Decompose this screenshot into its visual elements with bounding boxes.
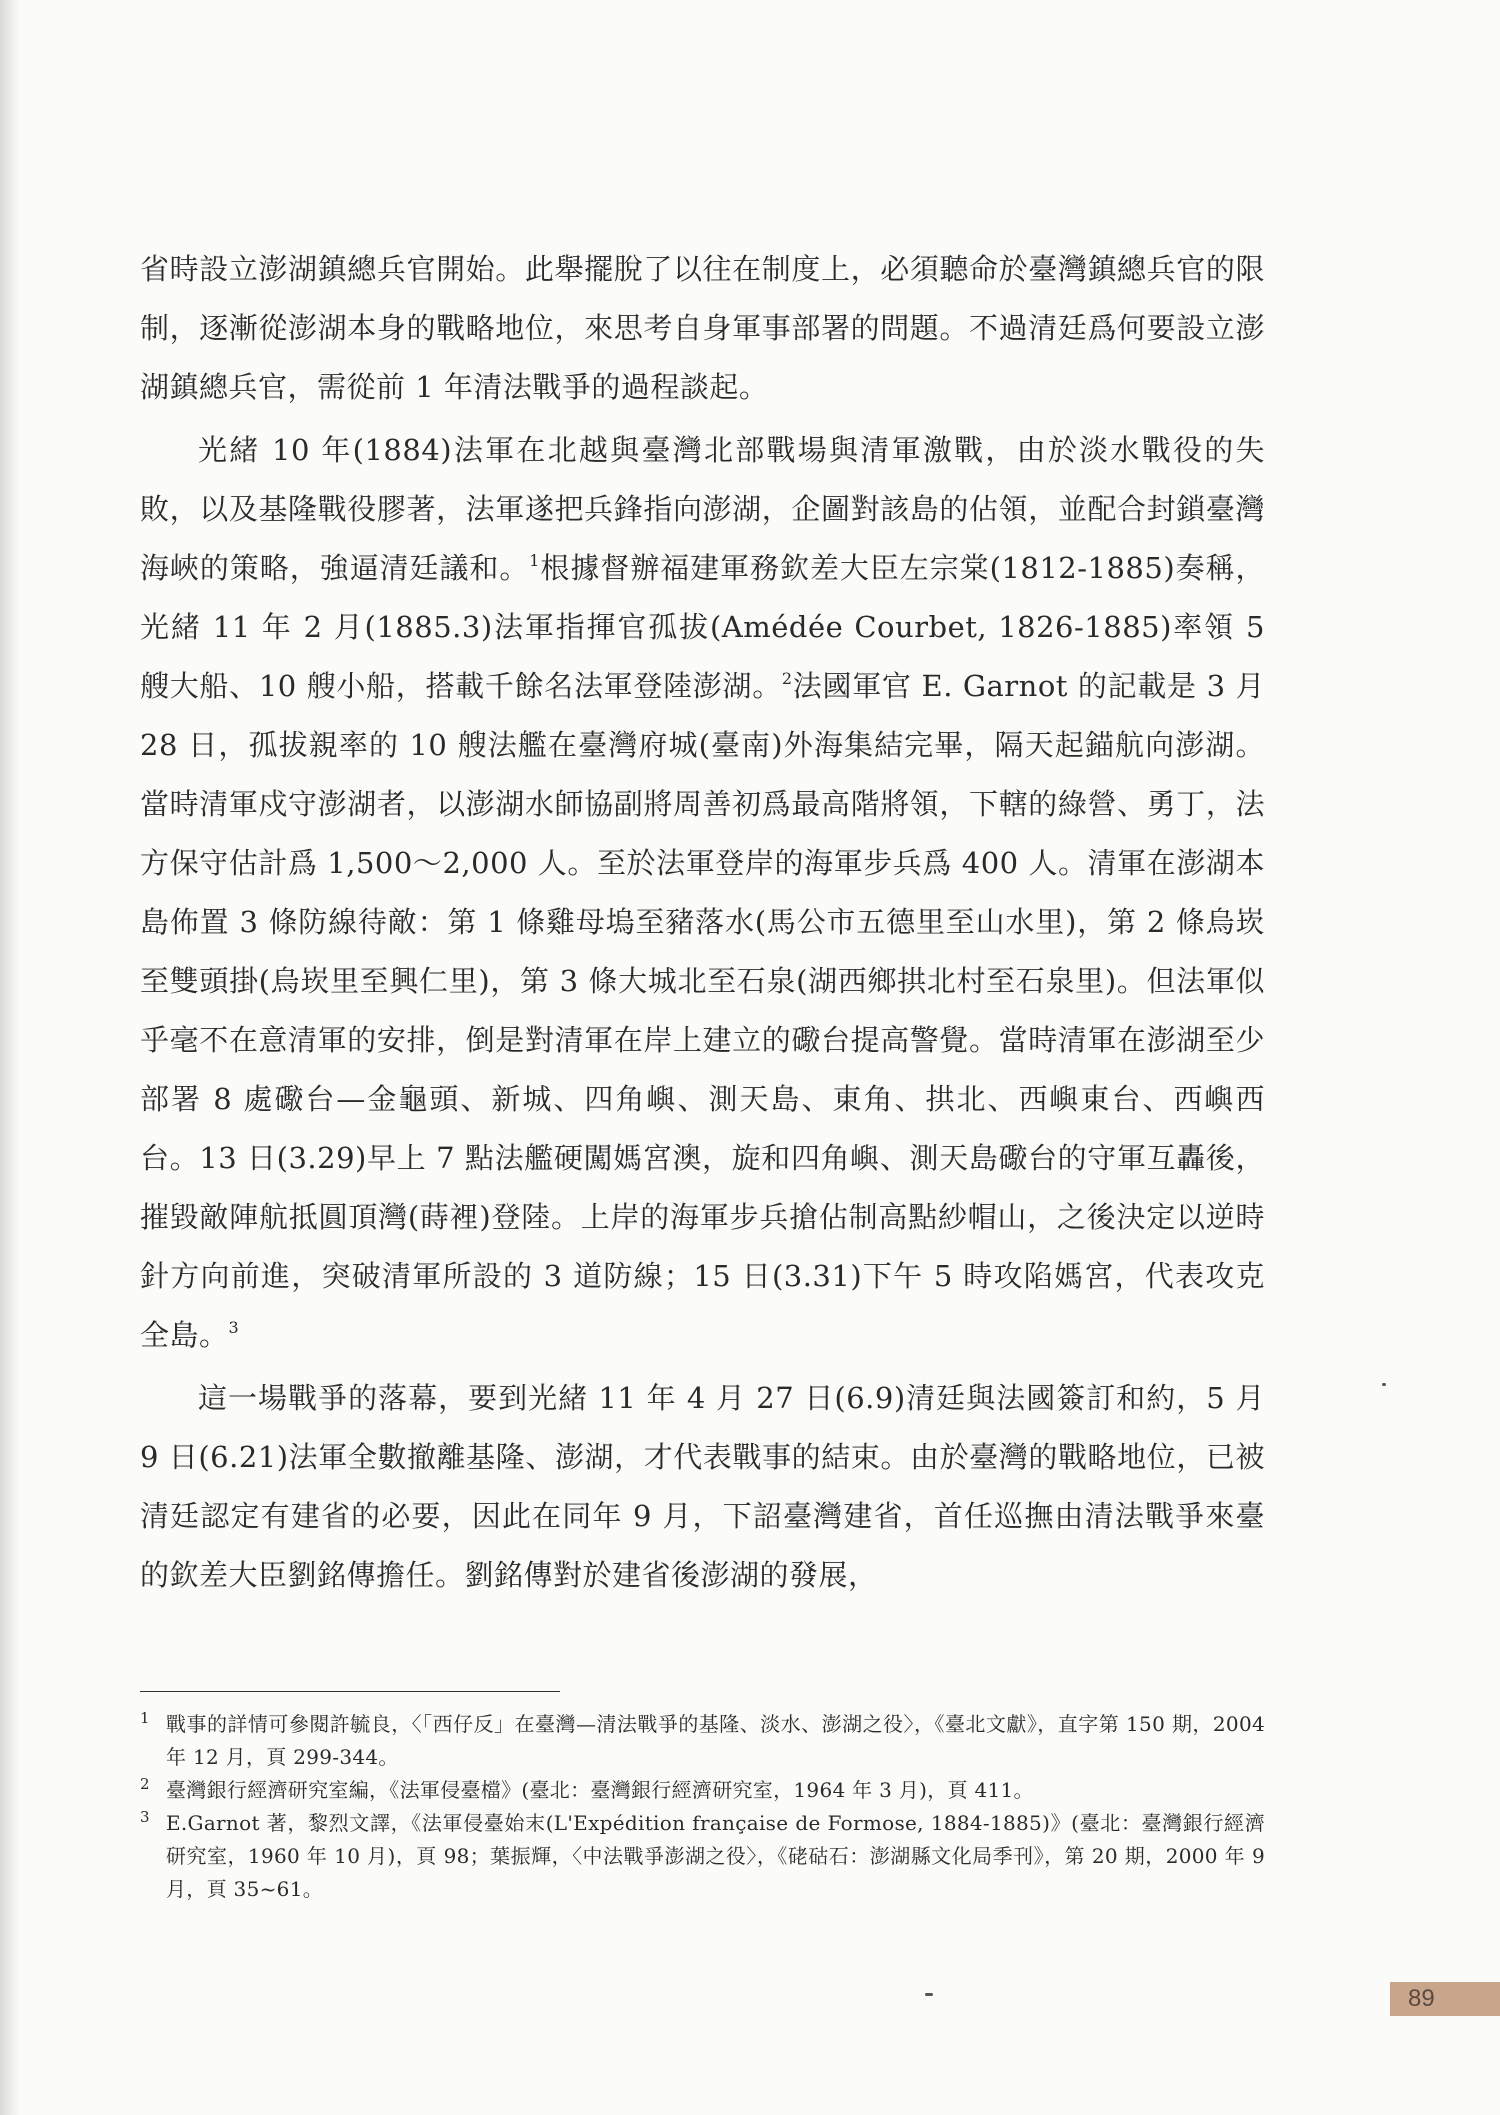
page-number: 89 [1408, 1985, 1435, 2012]
text-segment: 省時設立澎湖鎮總兵官開始。此舉擺脫了以往在制度上，必須聽命於臺灣鎮總兵官的限制，逐漸從澎湖本身的戰略地位，來思考自身軍事部署的問題。不過清廷爲何要設立澎湖鎮總兵官，需從前 1 年清法戰爭的過程談起。 [140, 252, 1265, 404]
page-number-tab [1390, 1982, 1500, 2016]
paragraph [140, 421, 1265, 1365]
scan-speck [1382, 1383, 1386, 1386]
text-segment: 這一場戰爭的落幕，要到光緒 11 年 4 月 27 日(6.9)清廷與法國簽訂和約，5 月 9 日(6.21)法軍全數撤離基隆、澎湖，才代表戰事的結束。由於臺灣的戰略地位，已被清廷認定有建省的必要，因此在同年 9 月，下詔臺灣建省，首任巡撫由清法戰爭來臺的欽差大臣劉銘傳擔任。劉銘傳對於建省後澎湖的發展， [140, 1381, 1265, 1592]
footnote-number: 1 [140, 1709, 150, 1727]
text-segment: 根據督辦福建軍務欽差大臣左宗棠(1812-1885)奏稱，光緒 11 年 2 月(1885.3)法軍指揮官孤拔(Amédée Courbet, 1826-1885)率領 5 艘大船、10 艘小船，搭載千餘名法軍登陸澎湖。 [140, 551, 1265, 703]
footnote-text: 戰事的詳情可參閱許毓良，〈「西仔反」在臺灣—清法戰爭的基隆、淡水、澎湖之役〉，《臺北文獻》，直字第 150 期，2004 年 12 月，頁 299-344。 [166, 1712, 1265, 1769]
footnote [140, 1708, 1265, 1774]
footnote-ref[interactable]: 1 [529, 551, 540, 570]
text-segment: 光緒 10 年(1884)法軍在北越與臺灣北部戰場與清軍激戰，由於淡水戰役的失敗，以及基隆戰役膠著，法軍遂把兵鋒指向澎湖，企圖對該島的佔領，並配合封鎖臺灣海峽的策略，強逼清廷議和。 [140, 433, 1265, 585]
footnotes [140, 1708, 1265, 1906]
text-segment: 法國軍官 E. Garnot 的記載是 3 月 28 日，孤拔親率的 10 艘法艦在臺灣府城(臺南)外海集結完畢，隔天起錨航向澎湖。當時清軍戍守澎湖者，以澎湖水師協副將周善初爲最高階將領，下轄的綠營、勇丁，法方保守估計爲 1,500～2,000 人。至於法軍登岸的海軍步兵爲 400 人。清軍在澎湖本島佈置 3 條防線待敵：第 1 條雞母塢至豬落水(馬公市五德里至山水里)，第 2 條烏崁至雙頭掛(烏崁里至興仁里)，第 3 條大城北至石泉(湖西鄉拱北村至石泉里)。但法軍似乎毫不在意清軍的安排，倒是對清軍在岸上建立的礮台提高警覺。當時清軍在澎湖至少部署 8 處礮台—金龜頭、新城、四角嶼、測天島、東角、拱北、西嶼東台、西嶼西台。13 日(3.29)早上 7 點法艦硬闖媽宮澳，旋和四角嶼、測天島礮台的守軍互轟後，摧毀敵陣航抵圓頂灣(蒔裡)登陸。上岸的海軍步兵搶佔制高點紗帽山，之後決定以逆時針方向前進，突破清軍所設的 3 道防線；15 日(3.31)下午 5 時攻陷媽宮，代表攻克全島。 [140, 669, 1265, 1352]
footnote-number: 2 [140, 1775, 150, 1793]
footnote-ref[interactable]: 2 [781, 669, 793, 688]
footnote-text: E.Garnot 著，黎烈文譯，《法軍侵臺始末(L'Expédition française de Formose, 1884-1885)》(臺北：臺灣銀行經濟研究室，1960 年 10 月)，頁 98；葉振輝，〈中法戰爭澎湖之役〉，《硓𥑮石：澎湖縣文化局季刊》，第 20 期，2000 年 9 月，頁 35~61。 [166, 1811, 1265, 1901]
footnote-number: 3 [140, 1808, 150, 1826]
footnote [140, 1774, 1265, 1807]
footnote-ref[interactable]: 3 [228, 1318, 240, 1337]
scan-speck [925, 1993, 933, 1996]
book-spine-shadow [0, 0, 20, 2115]
paragraph [140, 1369, 1265, 1605]
footnote [140, 1807, 1265, 1906]
footnote-text: 臺灣銀行經濟研究室編，《法軍侵臺檔》(臺北：臺灣銀行經濟研究室，1964 年 3 月)，頁 411。 [166, 1778, 1034, 1802]
paragraph [140, 240, 1265, 417]
footnote-rule [140, 1691, 560, 1692]
main-text [140, 240, 1265, 1609]
